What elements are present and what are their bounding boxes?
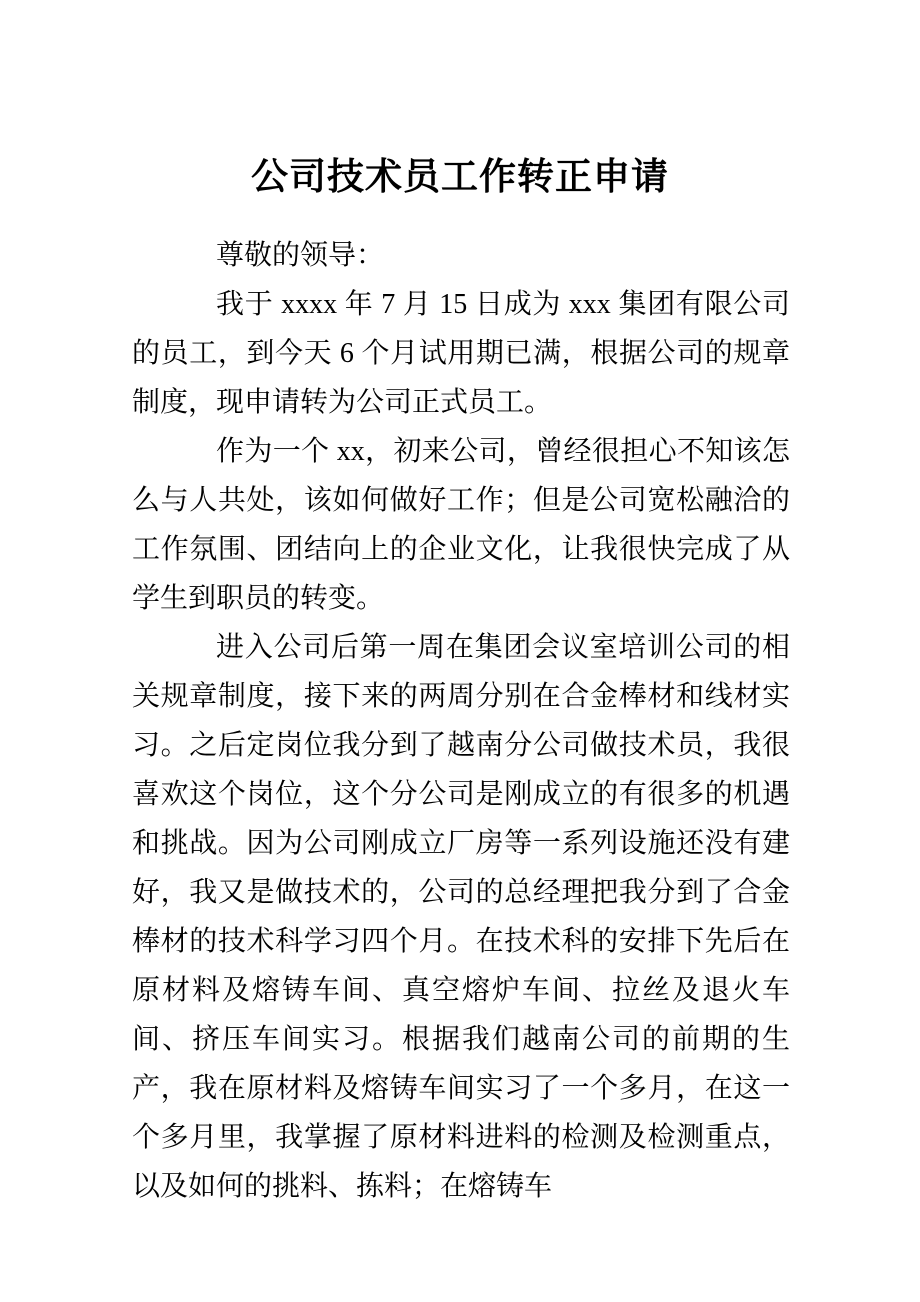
salutation: 尊敬的领导： (216, 240, 385, 271)
paragraph: 作为一个 xx，初来公司，曾经很担心不知该怎么与人共处，该如何做好工作；但是公司宽松融洽的工作氛围、团结向上的企业文化，让我很快完成了从学生到职员的转变。 (132, 436, 790, 614)
paragraph: 进入公司后第一周在集团会议室培训公司的相关规章制度，接下来的两周分别在合金棒材和线材实习。之后定岗位我分到了越南分公司做技术员，我很喜欢这个岗位，这个分公司是刚成立的有很多的机遇和挑战。因为公司刚成立厂房等一系列设施还没有建好，我又是做技术的，公司的总经理把我分到了合金棒材的技术科学习四个月。在技术科的安排下先后在原材料及熔铸车间、真空熔炉车间、拉丝及退火车间、挤压车间实习。根据我们越南公司的前期的生产，我在原材料及熔铸车间实习了一个多月，在这一个多月里，我掌握了原材料进料的检测及检测重点，以及如何的挑料、拣料；在熔铸车 (132, 632, 790, 1202)
paragraph: 我于 xxxx 年 7 月 15 日成为 xxx 集团有限公司的员工，到今天 6 个月试用期已满，根据公司的规章制度，现申请转为公司正式员工。 (132, 289, 790, 418)
document-title: 公司技术员工作转正申请 (251, 156, 669, 198)
document-body (132, 231, 790, 1211)
